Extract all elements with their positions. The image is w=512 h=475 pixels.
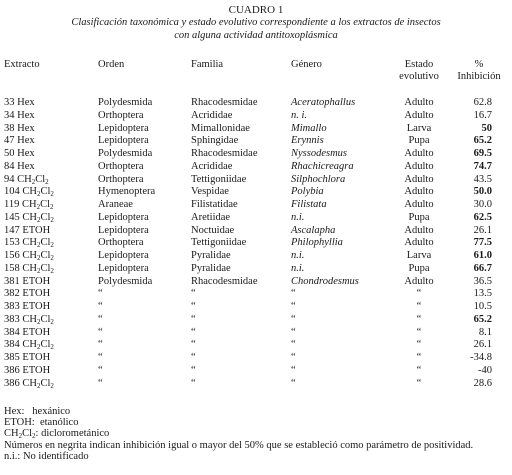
cell-extracto <box>4 237 54 250</box>
table-row <box>0 148 512 161</box>
cell-orden: Polydesmida <box>98 275 153 287</box>
extracto-solvent: Hex <box>17 160 35 172</box>
cell-genero: Silphochlora <box>291 173 346 185</box>
table-row <box>0 97 512 110</box>
cell-inhibicion: 62.8 <box>473 97 492 108</box>
cell-orden: Orthoptera <box>98 109 144 121</box>
cell-orden: “ <box>98 313 103 325</box>
cell-estado: Pupa <box>408 211 430 223</box>
extracto-number: 147 <box>4 224 20 236</box>
note-ni: n.i.: No identificado <box>4 450 89 462</box>
table-subtitle-line2: con alguna actividad antitoxoplásmica <box>174 30 338 41</box>
cell-genero: “ <box>291 352 296 363</box>
cell-genero: Philophyllia <box>291 237 343 249</box>
extracto-number: 385 <box>4 352 20 363</box>
cell-inhibicion: 50.0 <box>473 186 492 198</box>
cell-inhibicion: 26.1 <box>473 339 492 351</box>
header-estado <box>389 59 449 83</box>
extracto-number: 386 <box>4 364 20 376</box>
cell-orden: Lepidoptera <box>98 224 149 236</box>
extracto-number: 153 <box>4 237 20 249</box>
table-body <box>0 97 512 390</box>
cell-extracto <box>4 263 54 276</box>
cell-estado: Adulto <box>404 275 434 287</box>
cell-orden: “ <box>98 364 103 376</box>
cell-inhibicion: -40 <box>478 364 492 376</box>
cell-familia: “ <box>191 313 196 325</box>
table-row <box>0 161 512 174</box>
note-etoh: ETOH: etanólico <box>4 417 79 429</box>
extracto-solvent: $CH_2Cl_2$ <box>22 313 54 326</box>
table-row <box>0 276 512 289</box>
extracto-solvent: $CH_2Cl_2$ <box>22 262 54 275</box>
cell-extracto <box>4 225 50 238</box>
cell-orden: Orthoptera <box>98 160 144 172</box>
cell-orden: Araneae <box>98 199 133 210</box>
cell-orden: Orthoptera <box>98 237 144 249</box>
extracto-number: 382 <box>4 288 20 300</box>
extracto-number: 156 <box>4 250 20 261</box>
extracto-solvent: ETOH <box>22 326 51 338</box>
table-row <box>0 327 512 340</box>
extracto-number: 33 <box>4 97 15 108</box>
cell-estado: Adulto <box>404 97 434 108</box>
cell-extracto <box>4 110 35 123</box>
cell-extracto <box>4 314 54 327</box>
cell-genero: n. i. <box>291 109 308 121</box>
cell-genero: n.i. <box>291 250 305 261</box>
header-inhibicion-line2: Inhibición <box>457 71 501 82</box>
cell-estado: Pupa <box>408 135 430 147</box>
header-orden: Orden <box>98 59 125 70</box>
cell-genero: Erynnis <box>291 135 324 147</box>
cell-genero: Nyssodesmus <box>291 148 348 159</box>
cell-estado: “ <box>416 288 422 300</box>
cell-extracto <box>4 365 50 378</box>
cell-orden: Orthoptera <box>98 173 144 185</box>
cell-familia: Tettigoniidae <box>191 173 247 185</box>
cell-inhibicion: 62.5 <box>473 211 492 223</box>
cell-genero: n.i. <box>291 211 305 223</box>
extracto-solvent: Hex <box>17 109 35 121</box>
extracto-solvent: ETOH <box>22 275 51 287</box>
cell-familia: Mimallonidae <box>191 122 250 134</box>
extracto-solvent: ETOH <box>22 301 51 312</box>
cell-genero: “ <box>291 339 296 351</box>
cell-genero: Chondrodesmus <box>291 275 359 287</box>
extracto-solvent: Hex <box>17 97 35 108</box>
cell-genero: Filistata <box>291 199 327 210</box>
cell-familia: Tettigoniidae <box>191 237 247 249</box>
table-title: CUADRO 1 <box>228 4 284 16</box>
table-row <box>0 378 512 391</box>
extracto-solvent: $CH_2Cl_2$ <box>22 377 54 390</box>
note-bold-threshold: Números en negrita indican inhibición igual o mayor del 50% que se estableció como parámetro de positividad. <box>4 439 474 451</box>
cell-extracto <box>4 378 54 391</box>
table-row <box>0 110 512 123</box>
cell-familia: Acrididae <box>191 160 233 172</box>
cell-estado: “ <box>416 339 422 351</box>
extracto-number: 145 <box>4 211 20 223</box>
extracto-solvent: $CH_2Cl_2$ <box>22 250 54 262</box>
cell-inhibicion: 8.1 <box>478 326 492 338</box>
table-row <box>0 288 512 301</box>
cell-extracto <box>4 339 54 352</box>
table-row <box>0 186 512 199</box>
table-row <box>0 237 512 250</box>
cell-orden: Lepidoptera <box>98 122 149 134</box>
cell-genero: “ <box>291 377 296 389</box>
table-row <box>0 339 512 352</box>
extracto-solvent: $CH_2Cl_2$ <box>22 211 54 224</box>
cell-estado: Adulto <box>404 148 434 159</box>
cell-estado: Larva <box>406 122 432 134</box>
cell-extracto <box>4 212 54 225</box>
cell-extracto <box>4 174 49 187</box>
cell-inhibicion: 43.5 <box>473 173 492 185</box>
extracto-solvent: Hex <box>17 148 35 159</box>
cell-genero: “ <box>291 364 296 376</box>
cell-inhibicion: -34.8 <box>470 352 492 363</box>
header-inhibicion <box>453 59 505 83</box>
cell-inhibicion: 28.6 <box>473 377 492 389</box>
cell-familia: “ <box>191 352 196 363</box>
cell-familia: Acrididae <box>191 109 233 121</box>
extracto-number: 94 <box>4 173 15 185</box>
cell-orden: Lepidoptera <box>98 262 149 274</box>
cell-orden: Polydesmida <box>98 148 153 159</box>
extracto-number: 119 <box>4 199 20 210</box>
cell-orden: “ <box>98 326 103 338</box>
table-row <box>0 135 512 148</box>
extracto-solvent: ETOH <box>22 288 51 300</box>
cell-genero: “ <box>291 288 296 300</box>
cell-estado: “ <box>416 326 422 338</box>
extracto-number: 34 <box>4 109 15 121</box>
cell-extracto <box>4 135 35 148</box>
cell-genero: Mimallo <box>291 122 327 134</box>
cell-extracto <box>4 276 50 289</box>
extracto-solvent: Hex <box>17 122 35 134</box>
extracto-solvent: ETOH <box>22 352 51 363</box>
cell-estado: “ <box>416 313 422 325</box>
header-familia: Familia <box>191 59 224 70</box>
cell-familia: “ <box>191 326 196 338</box>
extracto-number: 104 <box>4 186 20 198</box>
note-ch2cl2-text: diclorometánico <box>41 428 110 440</box>
extracto-solvent: $CH_2Cl_2$ <box>22 186 54 199</box>
cell-estado: Pupa <box>408 262 430 274</box>
extracto-solvent: $CH_2Cl_2$ <box>17 173 49 186</box>
note-ch2cl2: $CH_2Cl_2$: diclorometánico <box>4 428 110 441</box>
table-row <box>0 314 512 327</box>
cell-extracto <box>4 148 35 161</box>
cell-orden: Hymenoptera <box>98 186 156 198</box>
cell-inhibicion: 50 <box>481 122 492 134</box>
cell-extracto <box>4 288 50 301</box>
cell-familia: Rhacodesmidae <box>191 148 258 159</box>
extracto-solvent: Hex <box>17 135 35 147</box>
extracto-number: 383 <box>4 301 20 312</box>
cell-extracto <box>4 327 50 340</box>
cell-extracto <box>4 97 35 110</box>
extracto-number: 386 <box>4 377 20 389</box>
cell-genero: Rhachicreagra <box>291 160 354 172</box>
extracto-number: 384 <box>4 326 20 338</box>
cell-inhibicion: 65.2 <box>473 313 492 325</box>
cell-inhibicion: 74.7 <box>473 160 492 172</box>
header-genero: Género <box>291 59 322 70</box>
cell-familia: Aretiidae <box>191 211 231 223</box>
cell-orden: “ <box>98 377 103 389</box>
extracto-number: 384 <box>4 339 20 351</box>
cell-estado: Adulto <box>404 237 434 249</box>
cell-familia: Rhacodesmidae <box>191 275 258 287</box>
cell-genero: “ <box>291 301 296 312</box>
table-row <box>0 365 512 378</box>
table-row <box>0 263 512 276</box>
extracto-number: 383 <box>4 313 20 325</box>
cell-orden: “ <box>98 301 103 312</box>
extracto-number: 38 <box>4 122 15 134</box>
extracto-number: 84 <box>4 160 15 172</box>
extracto-number: 47 <box>4 135 15 147</box>
cell-inhibicion: 69.5 <box>473 148 492 159</box>
header-estado-line1: Estado <box>404 59 434 70</box>
cell-inhibicion: 10.5 <box>473 301 492 312</box>
cell-orden: “ <box>98 339 103 351</box>
header-estado-line2: evolutivo <box>399 71 439 82</box>
cell-inhibicion: 16.7 <box>473 109 492 121</box>
table-subtitle-line1: Clasificación taxonómica y estado evolutivo correspondiente a los extractos de insectos <box>71 17 441 28</box>
cell-familia: Pyralidae <box>191 262 231 274</box>
cell-familia: Rhacodesmidae <box>191 97 258 108</box>
cell-familia: Pyralidae <box>191 250 231 261</box>
header-extracto: Extracto <box>4 59 40 70</box>
cell-estado: Adulto <box>404 199 434 210</box>
cell-estado: Adulto <box>404 224 434 236</box>
table-row <box>0 352 512 365</box>
cell-genero: n.i. <box>291 262 305 274</box>
cell-extracto <box>4 161 35 174</box>
extracto-solvent: $CH_2Cl_2$ <box>22 339 54 352</box>
cell-inhibicion: 77.5 <box>473 237 492 249</box>
table-row <box>0 123 512 136</box>
cell-inhibicion: 66.7 <box>473 262 492 274</box>
cell-genero: Ascalapha <box>291 224 336 236</box>
table-row <box>0 199 512 212</box>
cell-inhibicion: 36.5 <box>473 275 492 287</box>
cell-estado: “ <box>416 377 422 389</box>
table-row <box>0 225 512 238</box>
cell-familia: Sphingidae <box>191 135 239 147</box>
cell-estado: Adulto <box>404 173 434 185</box>
cell-genero: Aceratophallus <box>291 97 356 108</box>
cell-orden: Lepidoptera <box>98 250 149 261</box>
cell-genero: “ <box>291 326 296 338</box>
cell-familia: Noctuidae <box>191 224 235 236</box>
extracto-number: 381 <box>4 275 20 287</box>
extracto-solvent: $CH_2Cl_2$ <box>22 237 54 250</box>
cell-familia: “ <box>191 364 196 376</box>
cell-familia: “ <box>191 301 196 312</box>
extracto-solvent: ETOH <box>22 224 51 236</box>
cell-genero: Polybia <box>291 186 324 198</box>
cell-estado: Adulto <box>404 160 434 172</box>
cell-orden: Lepidoptera <box>98 211 149 223</box>
cell-familia: “ <box>191 288 196 300</box>
cell-orden: Lepidoptera <box>98 135 149 147</box>
cell-extracto <box>4 123 35 136</box>
cell-extracto <box>4 352 50 365</box>
cell-estado: Larva <box>406 250 432 261</box>
cell-extracto <box>4 199 54 212</box>
cell-estado: Adulto <box>404 109 434 121</box>
cell-inhibicion: 13.5 <box>473 288 492 300</box>
table-row <box>0 301 512 314</box>
cell-extracto <box>4 250 54 263</box>
header-inhibicion-line1: % <box>474 59 484 70</box>
table-row <box>0 174 512 187</box>
cell-estado: “ <box>416 364 422 376</box>
cell-familia: Vespidae <box>191 186 229 198</box>
cell-estado: “ <box>416 352 422 363</box>
cell-inhibicion: 26.1 <box>473 224 492 236</box>
cell-genero: “ <box>291 313 296 325</box>
extracto-solvent: ETOH <box>22 364 51 376</box>
note-hex: Hex: hexánico <box>4 406 71 417</box>
cell-inhibicion: 61.0 <box>473 250 492 261</box>
table-row <box>0 212 512 225</box>
cell-orden: Polydesmida <box>98 97 153 108</box>
cell-inhibicion: 30.0 <box>473 199 492 210</box>
cell-familia: “ <box>191 377 196 389</box>
cell-extracto <box>4 186 54 199</box>
cell-orden: “ <box>98 352 103 363</box>
cell-estado: “ <box>416 301 422 312</box>
cell-extracto <box>4 301 50 314</box>
cell-inhibicion: 65.2 <box>473 135 492 147</box>
extracto-number: 50 <box>4 148 15 159</box>
cell-orden: “ <box>98 288 103 300</box>
extracto-solvent: $CH_2Cl_2$ <box>22 199 54 211</box>
cell-familia: Filistatidae <box>191 199 238 210</box>
table-notes <box>4 406 473 462</box>
table-row <box>0 250 512 263</box>
cell-estado: Adulto <box>404 186 434 198</box>
extracto-number: 158 <box>4 262 20 274</box>
cell-familia: “ <box>191 339 196 351</box>
